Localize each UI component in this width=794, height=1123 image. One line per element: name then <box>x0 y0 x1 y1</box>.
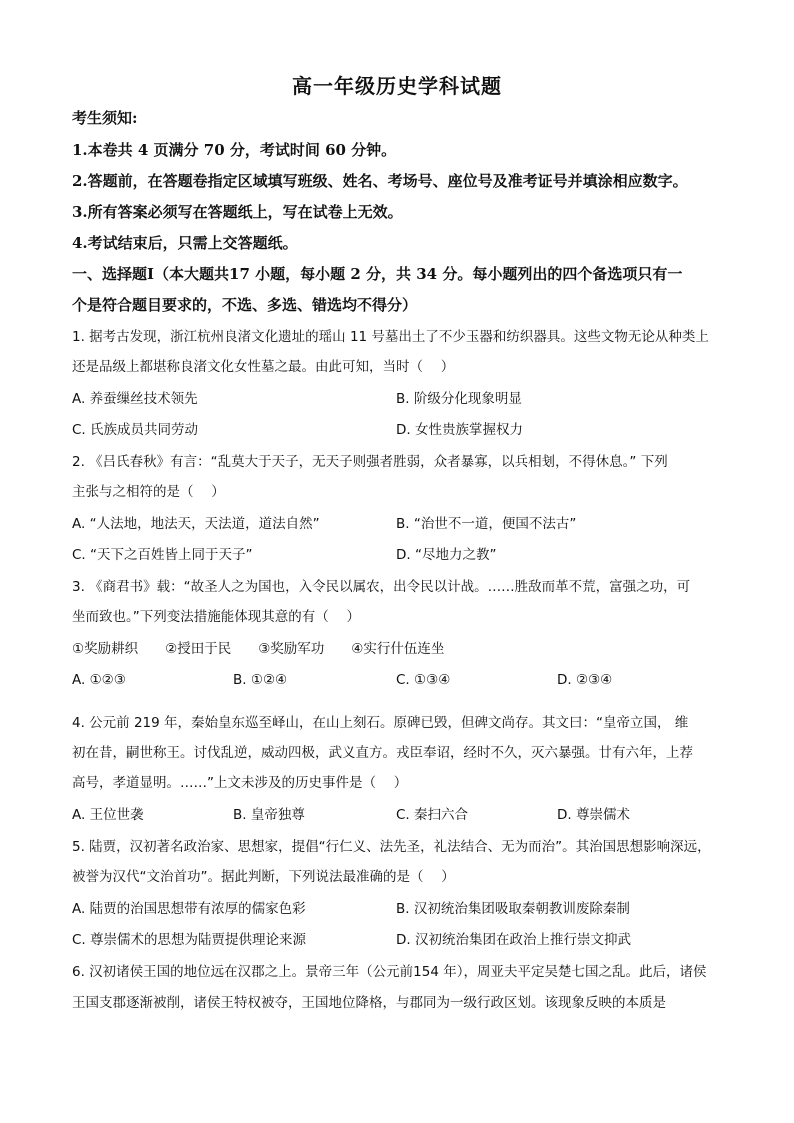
notice-item: 2.答题前，在答题卷指定区域填写班级、姓名、考场号、座位号及准考证号并填涂相应数字。 <box>72 172 688 190</box>
notice-item: 4.考试结束后，只需上交答题纸。 <box>72 234 298 252</box>
question-5-stem: 5. 陆贾，汉初著名政治家、思想家，提倡“行仁义、法先圣，礼法结合、无为而治”。其治国思想影响深远， <box>72 839 711 855</box>
question-4-option-c: C. 秦扫六合 <box>396 807 469 823</box>
question-1-option-c: C. 氏族成员共同劳动 <box>72 422 199 438</box>
question-3-items: ①奖励耕织 ②授田于民 ③奖励军功 ④实行什伍连坐 <box>72 641 445 657</box>
section-heading-cont: 个是符合题目要求的，不选、多选、错选均不得分） <box>72 296 418 314</box>
question-2-stem: 2. 《吕氏春秋》有言：“乱莫大于天子，无天子则强者胜弱，众者暴寡，以兵相刬，不得休息。” 下列 <box>72 454 668 470</box>
question-1-stem: 1. 据考古发现，浙江杭州良渚文化遗址的瑶山 11 号墓出土了不少玉器和纺织器具。这些文物无论从种类上 <box>72 329 709 345</box>
question-3-stem: 3. 《商君书》载：“故圣人之为国也，入令民以属农，出令民以计战。……胜敌而革不荒，富强之功，可 <box>72 579 691 595</box>
question-1-stem: 还是品级上都堪称良渚文化女性墓之最。由此可知，当时（ ） <box>72 359 455 375</box>
question-2-option-a: A. “人法地，地法天，天法道，道法自然” <box>72 516 320 532</box>
notice-item: 3.所有答案必须写在答题纸上，写在试卷上无效。 <box>72 203 403 221</box>
question-4-stem: 高号，孝道显明。……”上文未涉及的历史事件是（ ） <box>72 775 408 791</box>
question-2-option-d: D. “尽地力之教” <box>396 547 497 563</box>
notice-heading: 考生须知: <box>72 109 138 127</box>
question-5-option-b: B. 汉初统治集团吸取秦朝教训废除秦制 <box>396 901 630 917</box>
question-4-option-d: D. 尊崇儒术 <box>557 807 630 823</box>
question-5-stem: 被誉为汉代“文治首功”。据此判断，下列说法最准确的是（ ） <box>72 869 455 885</box>
question-3-option-d: D. ②③④ <box>557 672 613 688</box>
question-3-option-a: A. ①②③ <box>72 672 126 688</box>
question-4-option-a: A. 王位世袭 <box>72 807 144 823</box>
question-2-option-b: B. “治世不一道，便国不法古” <box>396 516 577 532</box>
question-1-option-a: A. 养蚕缫丝技术领先 <box>72 391 198 407</box>
question-2-option-c: C. “天下之百姓皆上同于天子” <box>72 547 253 563</box>
question-1-option-d: D. 女性贵族掌握权力 <box>396 422 523 438</box>
question-5-option-d: D. 汉初统治集团在政治上推行崇文抑武 <box>396 932 631 948</box>
question-2-stem: 主张与之相符的是（ ） <box>72 484 225 500</box>
question-3-option-b: B. ①②④ <box>233 672 288 688</box>
question-4-option-b: B. 皇帝独尊 <box>233 807 305 823</box>
question-1-option-b: B. 阶级分化现象明显 <box>396 391 522 407</box>
question-3-option-c: C. ①③④ <box>396 672 451 688</box>
page-title: 高一年级历史学科试题 <box>292 74 502 98</box>
question-4-stem: 初在昔，嗣世称王。讨伐乱逆，威动四极，武义直方。戎臣奉诏，经时不久，灭六暴强。廿有六年，上荐 <box>72 745 693 761</box>
question-4-stem: 4. 公元前 219 年，秦始皇东巡至峄山，在山上刻石。原碑已毁，但碑文尚存。其文曰：“皇帝立国， 维 <box>72 715 689 731</box>
question-5-option-a: A. 陆贾的治国思想带有浓厚的儒家色彩 <box>72 901 306 917</box>
notice-item: 1.本卷共 4 页满分 70 分，考试时间 60 分钟。 <box>72 141 397 159</box>
question-6-stem: 王国支郡逐渐被削，诸侯王特权被夺，王国地位降格，与郡同为一级行政区划。该现象反映的本质是 <box>72 995 666 1011</box>
question-5-option-c: C. 尊崇儒术的思想为陆贾提供理论来源 <box>72 932 307 948</box>
question-3-stem: 坐而致也。”下列变法措施能体现其意的有（ ） <box>72 609 361 625</box>
question-6-stem: 6. 汉初诸侯王国的地位远在汉郡之上。景帝三年（公元前154 年），周亚夫平定吴楚七国之乱。此后，诸侯 <box>72 964 707 980</box>
section-heading: 一、选择题Ⅰ（本大题共17 小题，每小题 2 分，共 34 分。每小题列出的四个备选项只有一 <box>72 265 683 283</box>
